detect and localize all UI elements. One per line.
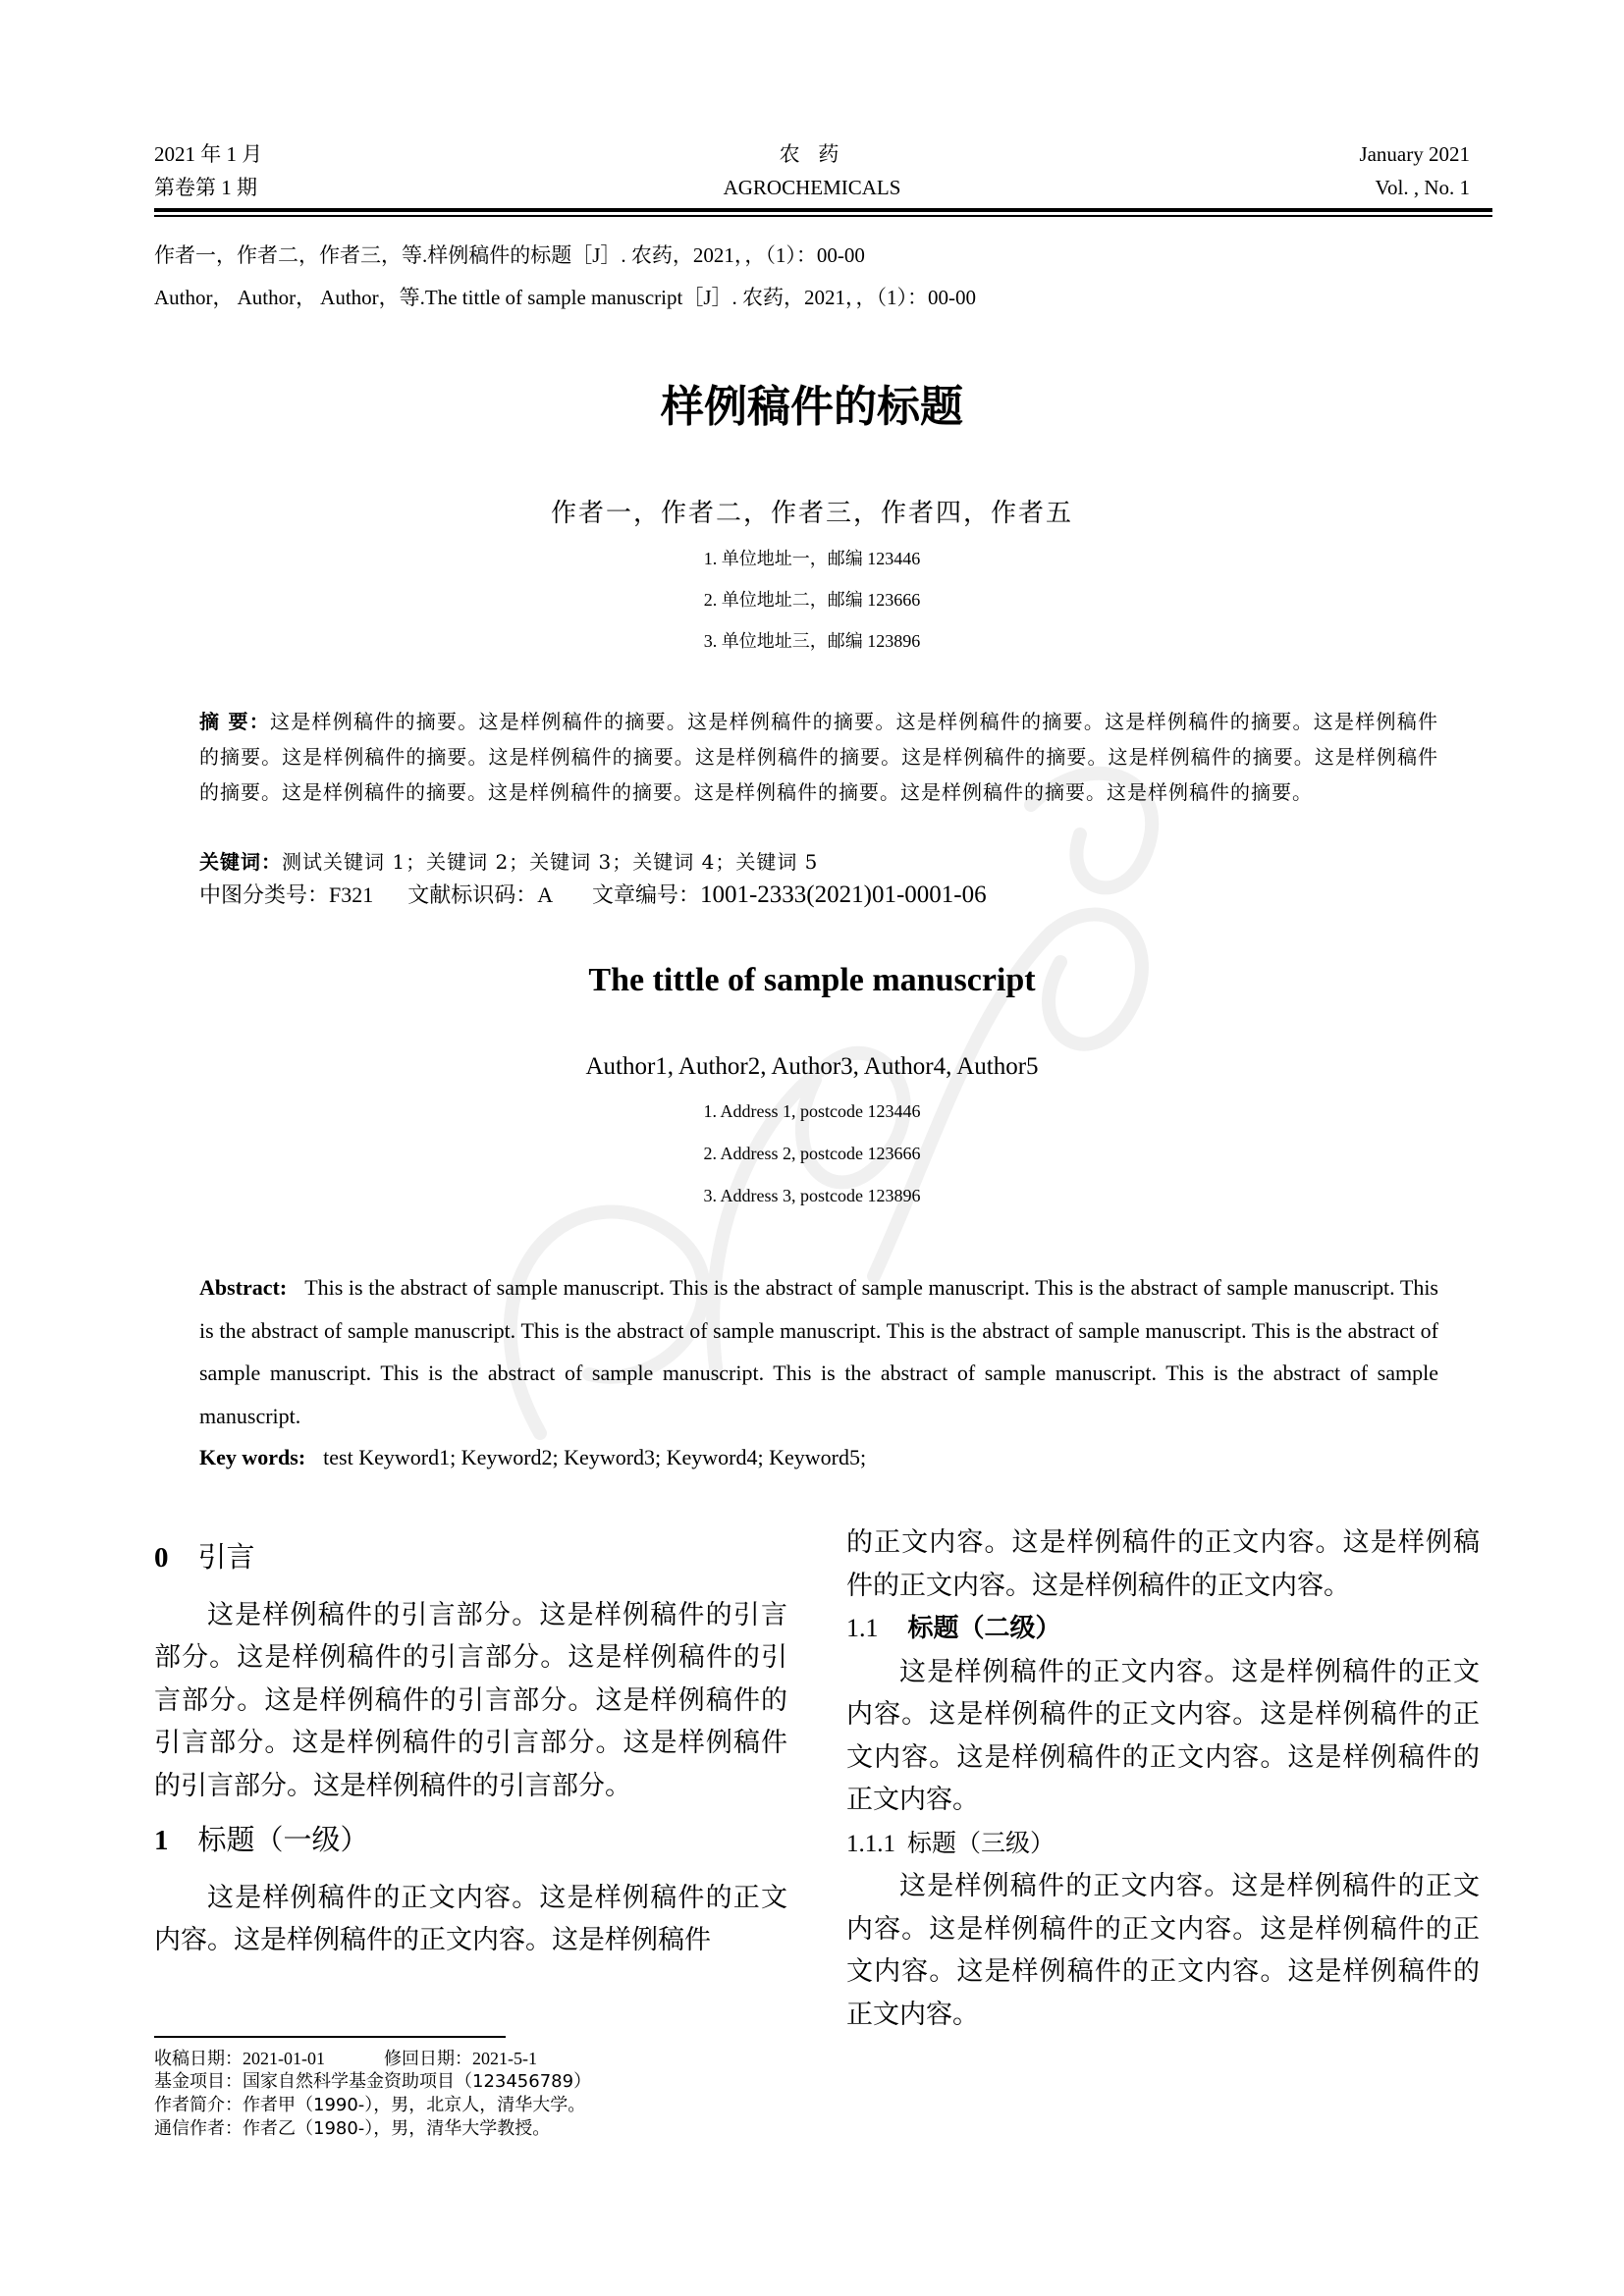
abstract-cn-label: 摘 要： bbox=[199, 710, 270, 733]
affiliation-cn-2: 2. 单位地址二，邮编 123666 bbox=[703, 590, 921, 610]
footnote-dates bbox=[154, 2047, 537, 2071]
title-cn: 样例稿件的标题 bbox=[661, 382, 963, 432]
keywords-en-label: Key words: bbox=[199, 1445, 306, 1469]
section-1-1-paragraph: 这是样例稿件的正文内容。这是样例稿件的正文内容。这是样例稿件的正文内容。这是样例稿件的正文内容。这是样例稿件的正文内容。这是样例稿件的正文内容。 bbox=[846, 1656, 1480, 1815]
journal-name-cn: 农 药 bbox=[779, 142, 845, 166]
section-0-paragraph: 这是样例稿件的引言部分。这是样例稿件的引言部分。这是样例稿件的引言部分。这是样例稿件的引言部分。这是样例稿件的引言部分。这是样例稿件的引言部分。这是样例稿件的引言部分。这是样例稿件的引言部分。这是样例稿件的引言部分。 bbox=[154, 1599, 787, 1801]
article-no-label: 文章编号： bbox=[591, 883, 700, 908]
section-0-title: 引言 bbox=[197, 1540, 255, 1574]
clc-value: F321 bbox=[329, 882, 374, 907]
affiliation-cn-3: 3. 单位地址三，邮编 123896 bbox=[703, 631, 921, 651]
abstract-en-text: This is the abstract of sample manuscript. This is the abstract of sample manuscript. This is the abstract of sample manuscript. This is the abstract of sample manuscript. This is the abstract of sample manuscript. This is the abstract of sample manuscript. This is the abstract of sample manuscript. This is the abstract of sample manuscript. This is the abstract of sample manuscript. This is the abstract of sample manuscript. bbox=[199, 1275, 1438, 1428]
header-date-cn: 2021 年 1 月 bbox=[154, 142, 263, 166]
article-no-value: 1001-2333(2021)01-0001-06 bbox=[699, 881, 987, 908]
authors-en: Author1, Author2, Author3, Author4, Author5 bbox=[585, 1053, 1039, 1080]
section-1-1-1-heading bbox=[846, 1822, 1480, 1866]
abstract-en-label: Abstract: bbox=[199, 1275, 288, 1300]
affiliation-en-2: 2. Address 2, postcode 123666 bbox=[703, 1144, 921, 1163]
section-1-1-number: 1.1 bbox=[846, 1614, 879, 1642]
section-1-paragraph-part2: 的正文内容。这是样例稿件的正文内容。这是样例稿件的正文内容。这是样例稿件的正文内容。 bbox=[846, 1527, 1480, 1601]
section-1-title: 标题（一级） bbox=[197, 1823, 369, 1856]
revised-label: 修回日期： bbox=[384, 2049, 472, 2069]
footnote-rule bbox=[154, 2036, 506, 2038]
received-label: 收稿日期： bbox=[154, 2049, 243, 2069]
section-1-1-heading bbox=[846, 1607, 1480, 1651]
abstract-cn-text: 这是样例稿件的摘要。这是样例稿件的摘要。这是样例稿件的摘要。这是样例稿件的摘要。这是样例稿件的摘要。这是样例稿件的摘要。这是样例稿件的摘要。这是样例稿件的摘要。这是样例稿件的摘要。这是样例稿件的摘要。这是样例稿件的摘要。这是样例稿件的摘要。这是样例稿件的摘要。这是样例稿件的摘要。这是样例稿件的摘要。这是样例稿件的摘要。这是样例稿件的摘要。 bbox=[199, 710, 1438, 804]
doc-code-label: 文献标识码： bbox=[407, 883, 538, 908]
keywords-cn-text: 测试关键词 1；关键词 2；关键词 3；关键词 4；关键词 5 bbox=[282, 850, 819, 874]
header-rule-thin bbox=[154, 215, 1492, 217]
section-1-paragraph-part1: 这是样例稿件的正文内容。这是样例稿件的正文内容。这是样例稿件的正文内容。这是样例稿件 bbox=[154, 1882, 787, 1955]
abstract-cn bbox=[199, 704, 1438, 810]
citation-cn: 作者一，作者二，作者三，等.样例稿件的标题［J］. 农药，2021，，（1）：00-00 bbox=[154, 243, 865, 267]
citation-en: Author， Author， Author，等.The tittle of sample manuscript［J］. 农药，2021，，（1）：00-00 bbox=[154, 286, 977, 309]
section-1-1-title: 标题（二级） bbox=[907, 1614, 1061, 1643]
section-1-number: 1 bbox=[154, 1825, 169, 1856]
keywords-en-text: test Keyword1; Keyword2; Keyword3; Keyword4; Keyword5; bbox=[323, 1445, 867, 1469]
abstract-en bbox=[199, 1266, 1438, 1437]
revised-value: 2021-5-1 bbox=[472, 2049, 537, 2068]
section-1-1-1-number: 1.1.1 bbox=[846, 1830, 895, 1857]
body-left-column bbox=[154, 1536, 787, 1962]
section-1-heading bbox=[154, 1819, 787, 1863]
section-1-1-1-paragraph: 这是样例稿件的正文内容。这是样例稿件的正文内容。这是样例稿件的正文内容。这是样例稿件的正文内容。这是样例稿件的正文内容。这是样例稿件的正文内容。 bbox=[846, 1871, 1480, 2030]
affiliation-en-1: 1. Address 1, postcode 123446 bbox=[703, 1101, 921, 1121]
section-0-heading bbox=[154, 1536, 787, 1580]
body-right-column bbox=[846, 1522, 1480, 2036]
authors-cn: 作者一，作者二，作者三，作者四，作者五 bbox=[550, 499, 1073, 528]
clc-label: 中图分类号： bbox=[199, 883, 330, 908]
section-1-1-1-title: 标题（三级） bbox=[907, 1828, 1056, 1857]
section-0-number: 0 bbox=[154, 1542, 169, 1574]
doc-code-value: A bbox=[537, 882, 552, 907]
header-volume-en: Vol. , No. 1 bbox=[1375, 176, 1470, 199]
header-right bbox=[1359, 137, 1470, 204]
footnote-fund: 基金项目：国家自然科学基金资助项目（123456789） bbox=[154, 2071, 592, 2092]
header-issue-cn: 第卷第 1 期 bbox=[154, 176, 257, 199]
affiliation-cn-1: 1. 单位地址一，邮编 123446 bbox=[703, 549, 921, 568]
keywords-en bbox=[199, 1436, 866, 1478]
keywords-cn-label: 关键词： bbox=[199, 850, 282, 874]
header-rule-thick bbox=[154, 208, 1492, 212]
classification-line bbox=[199, 879, 987, 909]
journal-name-en: AGROCHEMICALS bbox=[723, 176, 901, 199]
footnote-author-bio: 作者简介：作者甲（1990-），男，北京人，清华大学。 bbox=[154, 2095, 586, 2115]
keywords-cn bbox=[199, 844, 1438, 880]
received-value: 2021-01-01 bbox=[243, 2049, 325, 2068]
title-en: The tittle of sample manuscript bbox=[588, 962, 1036, 998]
footnote-corresponding: 通信作者：作者乙（1980-），男，清华大学教授。 bbox=[154, 2118, 551, 2139]
header-date-en: January 2021 bbox=[1359, 142, 1470, 166]
affiliation-en-3: 3. Address 3, postcode 123896 bbox=[703, 1186, 921, 1205]
